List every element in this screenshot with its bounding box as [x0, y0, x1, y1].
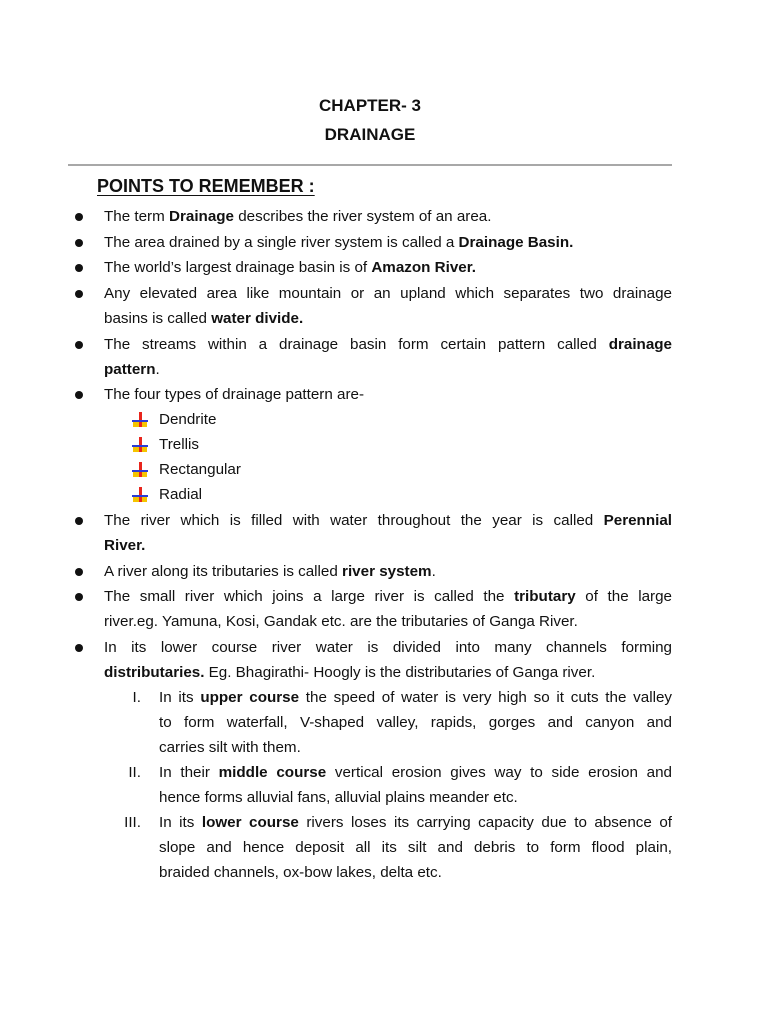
- arrow-bullet-icon: [131, 412, 149, 428]
- course-text-line: to form waterfall, V-shaped valley, rapids, gorges and canyon and: [159, 714, 672, 731]
- arrow-bullet-icon: [131, 462, 149, 478]
- course-text-line: braided channels, ox-bow lakes, delta etc.: [159, 864, 442, 881]
- course-text-line: carries silt with them.: [159, 739, 301, 756]
- bullet-dot: [75, 391, 83, 399]
- point-text-line: River.: [104, 537, 146, 554]
- bullet-dot: [75, 341, 83, 349]
- point-text-line: river.eg. Yamuna, Kosi, Gandak etc. are the tributaries of Ganga River.: [104, 613, 578, 630]
- point-text-line: basins is called water divide.: [104, 310, 304, 327]
- bullet-dot: [75, 568, 83, 576]
- point-text-line: The world’s largest drainage basin is of Amazon River.: [104, 259, 477, 276]
- point-text-line: The four types of drainage pattern are-: [104, 386, 365, 403]
- chapter-number: CHAPTER- 3: [318, 96, 421, 115]
- horizontal-rule: [68, 164, 672, 166]
- course-text-line: In its lower course rivers loses its carrying capacity due to absence of: [159, 814, 672, 831]
- course-text-line: In its upper course the speed of water is very high so it cuts the valley: [159, 689, 672, 706]
- point-text-line: The river which is filled with water throughout the year is called Perennial: [104, 512, 672, 529]
- roman-numeral: II.: [128, 764, 141, 781]
- chapter-title: DRAINAGE: [324, 125, 416, 144]
- point-text-line: pattern.: [104, 361, 160, 378]
- point-text-line: The streams within a drainage basin form certain pattern called drainage: [104, 336, 672, 353]
- bullet-dot: [75, 213, 83, 221]
- drainage-pattern-item: Rectangular: [159, 461, 241, 478]
- roman-numeral: I.: [132, 689, 141, 706]
- point-text-line: The term Drainage describes the river system of an area.: [104, 208, 492, 225]
- drainage-pattern-item: Radial: [159, 486, 203, 503]
- arrow-bullet-icon: [131, 487, 149, 503]
- point-text-line: A river along its tributaries is called river system.: [104, 563, 436, 580]
- course-text-line: slope and hence deposit all its silt and debris to form flood plain,: [159, 839, 672, 856]
- bullet-dot: [75, 290, 83, 298]
- bullet-dot: [75, 644, 83, 652]
- course-text-line: hence forms alluvial fans, alluvial plains meander etc.: [159, 789, 518, 806]
- bullet-dot: [75, 239, 83, 247]
- point-text-line: The small river which joins a large river is called the tributary of the large: [104, 588, 672, 605]
- point-text-line: In its lower course river water is divided into many channels forming: [104, 639, 672, 656]
- point-text-line: The area drained by a single river system is called a Drainage Basin.: [104, 234, 574, 251]
- section-heading: POINTS TO REMEMBER :: [97, 176, 315, 196]
- bullet-dot: [75, 593, 83, 601]
- roman-numeral: III.: [124, 814, 141, 831]
- point-text-line: distributaries. Eg. Bhagirathi- Hoogly is the distributaries of Ganga river.: [104, 664, 596, 681]
- bullet-dot: [75, 264, 83, 272]
- arrow-bullet-icon: [131, 437, 149, 453]
- drainage-pattern-item: Trellis: [159, 436, 199, 453]
- drainage-pattern-item: Dendrite: [159, 411, 217, 428]
- course-text-line: In their middle course vertical erosion gives way to side erosion and: [159, 764, 673, 781]
- point-text-line: Any elevated area like mountain or an upland which separates two drainage: [104, 285, 672, 302]
- bullet-dot: [75, 517, 83, 525]
